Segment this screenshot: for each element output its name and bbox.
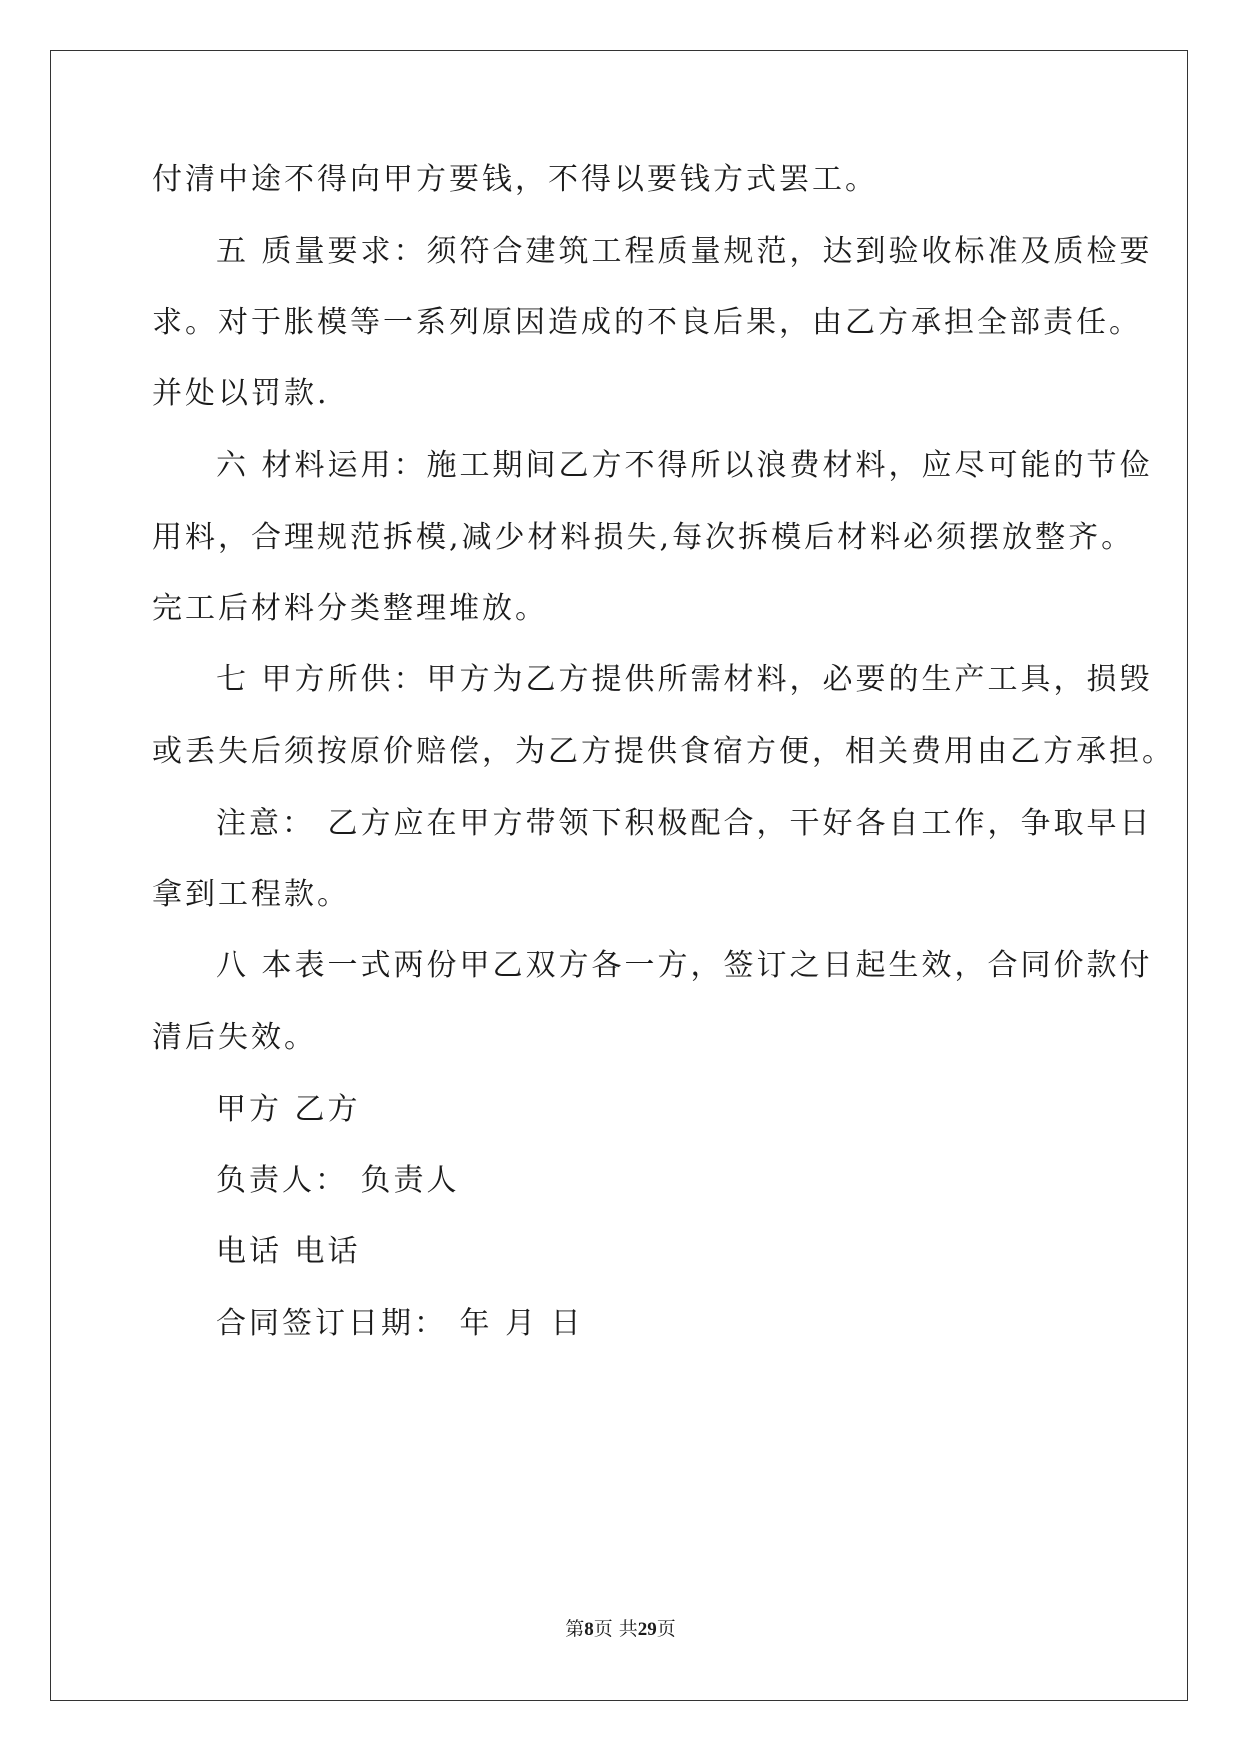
text-line: 八 本表一式两份甲乙双方各一方，签订之日起生效，合同价款付 <box>216 948 1153 983</box>
footer-suffix: 页 <box>656 1618 676 1640</box>
footer-mid: 页 共 <box>593 1618 638 1640</box>
signature-line: 甲方 乙方 <box>216 1092 361 1127</box>
signature-line: 电话 电话 <box>216 1234 361 1269</box>
text-line: 求。对于胀模等一系列原因造成的不良后果，由乙方承担全部责任。 <box>152 305 1142 340</box>
text-line: 并处以罚款. <box>152 376 330 411</box>
text-line: 拿到工程款。 <box>152 877 350 912</box>
page-number: 8 <box>584 1619 594 1640</box>
text-line: 注意： 乙方应在甲方带领下积极配合，干好各自工作，争取早日 <box>216 806 1153 841</box>
text-line: 七 甲方所供：甲方为乙方提供所需材料，必要的生产工具，损毁 <box>216 662 1153 697</box>
text-line: 完工后材料分类整理堆放。 <box>152 591 548 626</box>
footer-prefix: 第 <box>565 1618 585 1640</box>
page-total: 29 <box>637 1619 657 1640</box>
page-footer <box>0 1617 1241 1642</box>
signature-line: 负责人： 负责人 <box>216 1163 460 1198</box>
text-line: 用料，合理规范拆模,减少材料损失,每次拆模后材料必须摆放整齐。 <box>152 520 1135 555</box>
text-line: 付清中途不得向甲方要钱，不得以要钱方式罢工。 <box>152 162 878 197</box>
signature-line: 合同签订日期： 年 月 日 <box>216 1306 584 1341</box>
text-line: 清后失效。 <box>152 1020 317 1055</box>
text-line: 或丢失后须按原价赔偿，为乙方提供食宿方便，相关费用由乙方承担。 <box>152 734 1175 769</box>
text-line: 六 材料运用：施工期间乙方不得所以浪费材料，应尽可能的节俭 <box>216 448 1153 483</box>
text-line: 五 质量要求：须符合建筑工程质量规范，达到验收标准及质检要 <box>216 234 1153 269</box>
